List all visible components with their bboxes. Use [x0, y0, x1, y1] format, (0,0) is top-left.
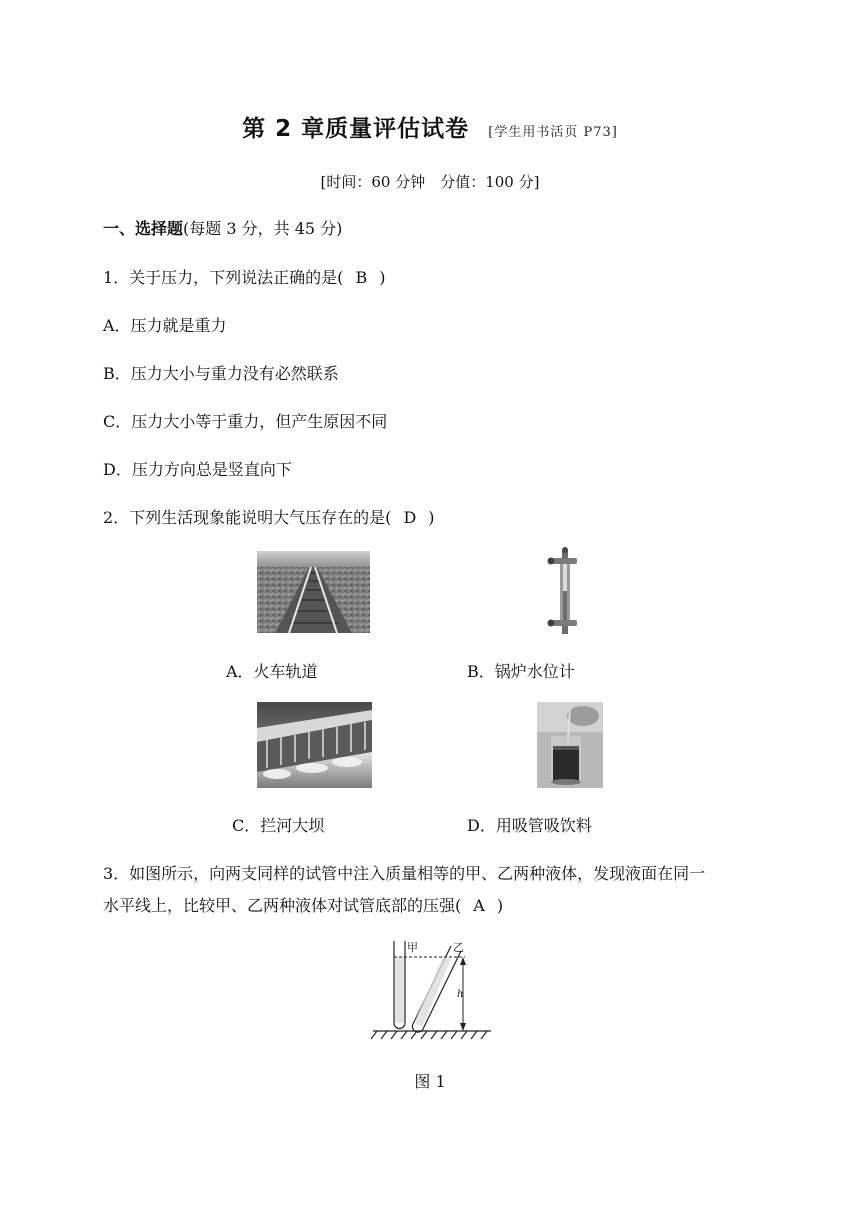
question-text: 2．下列生活现象能说明大气压存在的是(	[103, 508, 392, 527]
section-title: 一、选择题	[103, 219, 184, 238]
q1-option-b: B．压力大小与重力没有必然联系	[103, 364, 339, 383]
q1-option-a: A．压力就是重力	[103, 316, 227, 335]
exam-meta: [时间：60 分钟 分值：100 分]	[320, 173, 540, 191]
page-title: 第 2 章质量评估试卷	[242, 116, 470, 142]
bracket-close: )	[379, 268, 386, 287]
label-h: h	[457, 989, 464, 1000]
caption-option-d: D．用吸管吸饮料	[467, 816, 592, 835]
caption-option-c: C．拦河大坝	[232, 816, 325, 835]
q1-option-d: D．压力方向总是竖直向下	[103, 460, 292, 479]
liquid-jia	[395, 957, 404, 1023]
caption-option-a: A．火车轨道	[226, 662, 318, 681]
figure-caption: 图 1	[414, 1072, 446, 1091]
railway-track-photo	[257, 551, 370, 633]
caption-option-b: B．锅炉水位计	[467, 662, 575, 681]
test-tubes-diagram	[365, 935, 495, 1045]
question-1-stem	[103, 265, 385, 288]
bracket-close: )	[428, 508, 435, 527]
question-3-stem-line2	[103, 893, 503, 916]
answer-letter: A	[473, 896, 485, 915]
answer-letter: D	[403, 508, 417, 527]
straw-drink-photo	[537, 702, 603, 788]
answer-letter: B	[355, 268, 368, 287]
boiler-water-gauge-photo	[545, 546, 585, 636]
page-title-row	[0, 110, 860, 143]
section-heading	[103, 216, 342, 239]
dam-photo	[257, 702, 372, 788]
liquid-yi	[414, 957, 451, 1027]
section-note: (每题 3 分，共 45 分)	[183, 219, 343, 238]
source-reference: [学生用书活页 P73]	[488, 125, 618, 140]
question-3-stem-line1: 3．如图所示，向两支同样的试管中注入质量相等的甲、乙两种液体，发现液面在同一	[103, 864, 706, 883]
q1-option-c: C．压力大小等于重力，但产生原因不同	[103, 412, 388, 431]
label-yi: 乙	[453, 941, 464, 954]
question-text: 1．关于压力，下列说法正确的是(	[103, 268, 344, 287]
question-text: 水平线上，比较甲、乙两种液体对试管底部的压强(	[103, 896, 462, 915]
label-jia: 甲	[407, 941, 418, 954]
question-2-stem	[103, 505, 435, 528]
bracket-close: )	[496, 896, 504, 915]
